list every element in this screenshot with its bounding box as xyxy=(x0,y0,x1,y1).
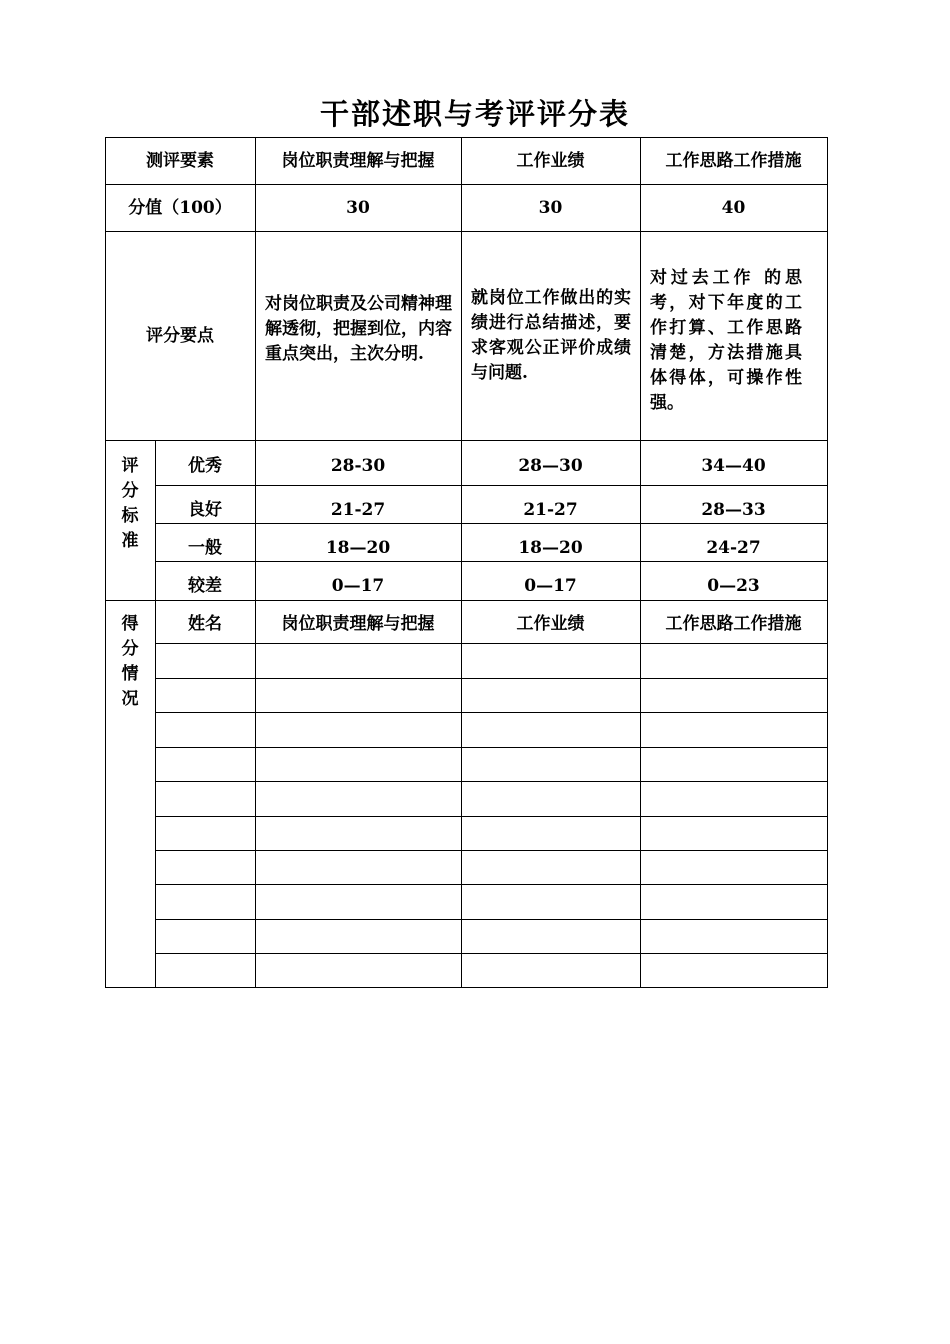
level-poor-approach: 0—23 xyxy=(707,576,760,596)
criteria-label-char: 评 xyxy=(121,456,139,476)
header-col-performance: 工作业绩 xyxy=(516,151,585,171)
level-average-duty: 18—20 xyxy=(325,538,391,558)
level-average-approach: 24-27 xyxy=(706,538,761,558)
criteria-label-char: 准 xyxy=(121,531,139,551)
level-good-approach: 28—33 xyxy=(701,500,766,520)
scoring-col-performance: 工作业绩 xyxy=(516,613,585,634)
level-average: 一般 xyxy=(188,538,222,558)
score-value-duty: 30 xyxy=(346,198,370,218)
header-col-duty: 岗位职责理解与把握 xyxy=(281,151,435,171)
scoring-label xyxy=(118,612,142,712)
page-title: 干部述职与考评评分表 xyxy=(319,97,630,131)
score-value-performance: 30 xyxy=(538,198,563,218)
level-poor-performance: 0—17 xyxy=(524,576,577,596)
score-value-approach: 40 xyxy=(721,198,746,218)
scoring-label-char: 得 xyxy=(121,614,139,634)
level-good-performance: 21-27 xyxy=(523,500,578,520)
level-excellent-approach: 34—40 xyxy=(701,456,766,476)
level-excellent-performance: 28—30 xyxy=(518,456,583,476)
level-excellent-duty: 28-30 xyxy=(330,456,386,476)
scoring-name-header: 姓名 xyxy=(188,613,222,634)
header-col-approach: 工作思路工作措施 xyxy=(665,151,802,171)
criteria-label xyxy=(118,454,142,554)
key-point-approach: 对过去工作 的思考，对下年度的工作打算、工作思路清楚，方法措施具体得体，可操作性强。 xyxy=(650,268,802,413)
scoring-col-approach: 工作思路工作措施 xyxy=(665,613,802,634)
scoring-label-char: 情 xyxy=(121,664,139,684)
header-label: 测评要素 xyxy=(146,151,214,171)
scoring-col-duty: 岗位职责理解与把握 xyxy=(281,613,435,634)
criteria-label-char: 标 xyxy=(121,506,139,526)
scoring-label-char: 分 xyxy=(121,639,139,659)
key-points-label: 评分要点 xyxy=(146,325,214,346)
level-good-duty: 21-27 xyxy=(330,500,386,520)
level-average-performance: 18—20 xyxy=(518,538,583,558)
level-poor: 较差 xyxy=(188,576,222,596)
key-point-duty: 对岗位职责及公司精神理解透彻，把握到位，内容重点突出，主次分明. xyxy=(265,294,452,364)
level-good: 良好 xyxy=(188,500,222,520)
level-excellent: 优秀 xyxy=(188,456,222,476)
level-poor-duty: 0—17 xyxy=(331,576,385,596)
scoring-label-char: 况 xyxy=(121,689,139,709)
score-label: 分值（100） xyxy=(128,198,232,218)
criteria-label-char: 分 xyxy=(121,481,139,501)
key-point-performance: 就岗位工作做出的实绩进行总结描述，要求客观公正评价成绩与问题. xyxy=(471,288,631,383)
